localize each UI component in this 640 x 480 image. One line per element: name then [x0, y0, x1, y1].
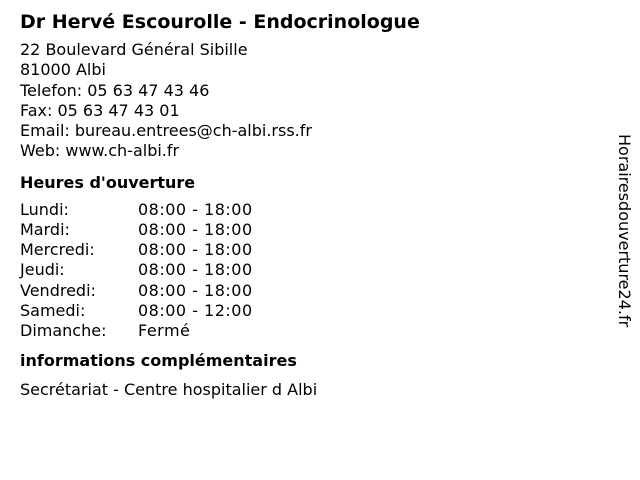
hours-row-tuesday — [20, 220, 600, 240]
hours-day-label: Mercredi: — [20, 240, 95, 260]
opening-hours-table — [20, 200, 600, 341]
page-title: Dr Hervé Escourolle - Endocrinologue — [20, 11, 420, 33]
hours-time-value: 08:00 - 18:00 — [138, 240, 253, 260]
hours-row-friday — [20, 281, 600, 301]
hours-row-wednesday — [20, 240, 600, 260]
phone-line[interactable]: Telefon: 05 63 47 43 46 — [20, 80, 210, 100]
additional-info-heading: informations complémentaires — [20, 351, 297, 371]
hours-day-label: Lundi: — [20, 199, 69, 219]
hours-day-label: Vendredi: — [20, 280, 96, 300]
contact-block — [20, 40, 600, 162]
business-card — [20, 8, 600, 400]
email-line[interactable]: Email: bureau.entrees@ch-albi.rss.fr — [20, 121, 312, 141]
hours-day-label: Mardi: — [20, 219, 70, 239]
hours-time-value: 08:00 - 18:00 — [138, 280, 253, 300]
address-line: 22 Boulevard Général Sibille — [20, 40, 248, 59]
hours-row-thursday — [20, 260, 600, 280]
fax-line: Fax: 05 63 47 43 01 — [20, 100, 180, 120]
hours-row-sunday — [20, 321, 600, 341]
hours-day-label: Jeudi: — [20, 260, 65, 280]
hours-day-label: Samedi: — [20, 300, 86, 320]
hours-row-saturday — [20, 301, 600, 321]
web-line[interactable]: Web: www.ch-albi.fr — [20, 141, 180, 161]
hours-day-label: Dimanche: — [20, 320, 107, 340]
additional-info-text: Secrétariat - Centre hospitalier d Albi — [20, 380, 318, 400]
hours-time-value: 08:00 - 18:00 — [138, 260, 253, 280]
opening-hours-heading: Heures d'ouverture — [20, 172, 196, 192]
city-line: 81000 Albi — [20, 60, 106, 80]
hours-row-monday — [20, 200, 600, 220]
hours-time-value: 08:00 - 18:00 — [138, 199, 253, 219]
hours-time-value: 08:00 - 12:00 — [138, 300, 253, 320]
hours-time-value: Fermé — [138, 320, 191, 340]
hours-time-value: 08:00 - 18:00 — [138, 219, 253, 239]
site-watermark: Horairesdouverture24.fr — [615, 134, 634, 328]
